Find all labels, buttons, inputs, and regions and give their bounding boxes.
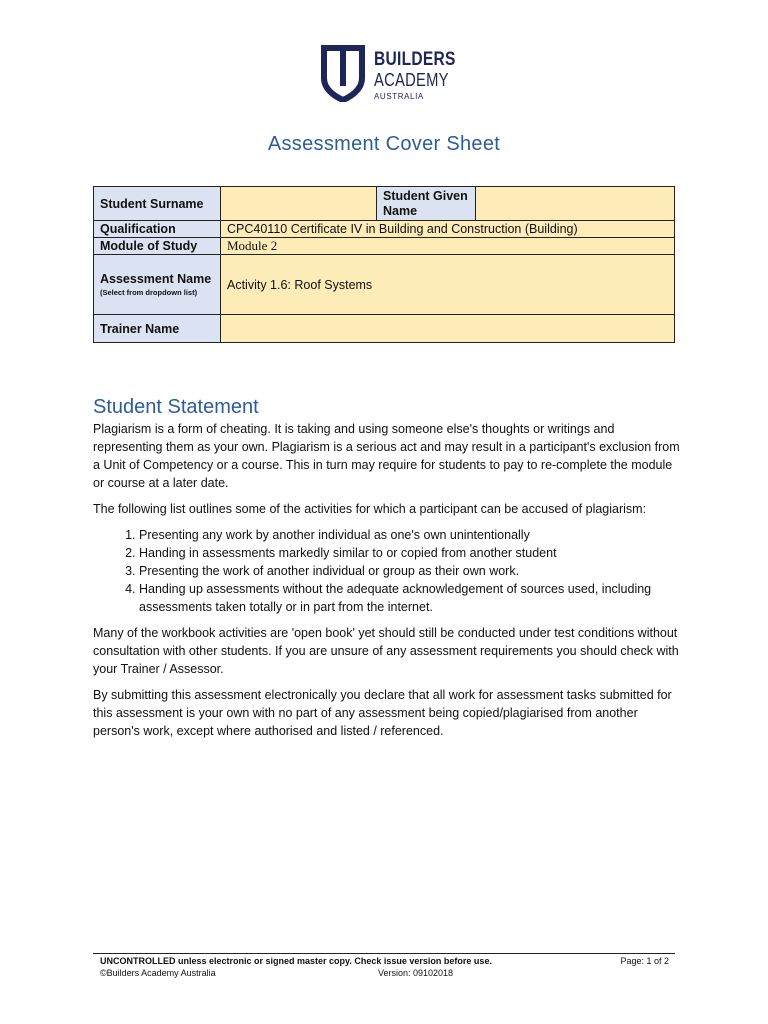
student-given-name-label: Student Given Name xyxy=(377,187,476,221)
plagiarism-list xyxy=(93,526,683,616)
shield-logo-icon xyxy=(320,44,366,102)
assessment-name-hint: (Select from dropdown list) xyxy=(100,288,198,297)
footer-notice: UNCONTROLLED unless electronic or signed master copy. Check issue version before use. xyxy=(100,956,492,966)
assessment-name-dropdown[interactable] xyxy=(221,255,675,315)
module-of-study-value: Module 2 xyxy=(227,238,278,253)
assessment-name-label xyxy=(94,255,221,315)
statement-paragraph-1: Plagiarism is a form of cheating. It is taking and using someone else's thoughts or writings and representing them as your own. Plagiarism is a serious act and may result in a participant's exclusion from a Unit of Competency or a course. This in turn may require for students to pay to re-complete the module or course at a later date. xyxy=(93,422,680,490)
student-statement-body xyxy=(93,420,683,748)
logo-text-australia: AUSTRALIA xyxy=(374,92,424,101)
page-footer xyxy=(93,953,675,978)
list-item: 4. Handing up assessments without the adequate acknowledgement of sources used, including assessments taken totally or in part from the internet. xyxy=(139,580,683,616)
module-of-study-label: Module of Study xyxy=(94,238,221,255)
footer-version: Version: 09102018 xyxy=(378,968,454,978)
qualification-field[interactable] xyxy=(221,221,675,238)
statement-paragraph-4: By submitting this assessment electronically you declare that all work for assessment tasks submitted for this assessment is your own with no part of any assessment being copied/plagiarised from another person's work, except where authorised and listed / referenced. xyxy=(93,688,672,738)
assessment-name-label-text: Assessment Name xyxy=(100,272,212,286)
student-statement-heading: Student Statement xyxy=(93,396,259,418)
footer-copyright: ©Builders Academy Australia xyxy=(100,968,216,978)
student-surname-field[interactable] xyxy=(221,187,377,221)
assessment-name-value: Activity 1.6: Roof Systems xyxy=(227,277,373,292)
trainer-name-label: Trainer Name xyxy=(94,315,221,343)
page-title: Assessment Cover Sheet xyxy=(267,133,501,155)
trainer-name-field[interactable] xyxy=(221,315,675,343)
qualification-label: Qualification xyxy=(94,221,221,238)
list-item: 1. Presenting any work by another individual as one's own unintentionally xyxy=(139,526,683,544)
logo-text-academy: ACADEMY xyxy=(374,70,449,90)
list-item: 2. Handing in assessments markedly similar to or copied from another student xyxy=(139,544,683,562)
logo-text-builders: BUILDERS xyxy=(374,49,456,70)
statement-paragraph-2: The following list outlines some of the activities for which a participant can be accused of plagiarism: xyxy=(93,502,647,516)
footer-page-number: Page: 1 of 2 xyxy=(620,956,669,966)
student-surname-label: Student Surname xyxy=(94,187,221,221)
list-item: 3. Presenting the work of another individual or group as their own work. xyxy=(139,562,683,580)
cover-sheet-table xyxy=(93,186,675,343)
student-given-name-field[interactable] xyxy=(476,187,675,221)
statement-paragraph-3: Many of the workbook activities are 'open book' yet should still be conducted under test conditions without consultation with other students. If you are unsure of any assessment requirements you should check with your Trainer / Assessor. xyxy=(93,626,679,676)
module-of-study-field[interactable] xyxy=(221,238,675,255)
qualification-value: CPC40110 Certificate IV in Building and Construction (Building) xyxy=(227,222,578,236)
